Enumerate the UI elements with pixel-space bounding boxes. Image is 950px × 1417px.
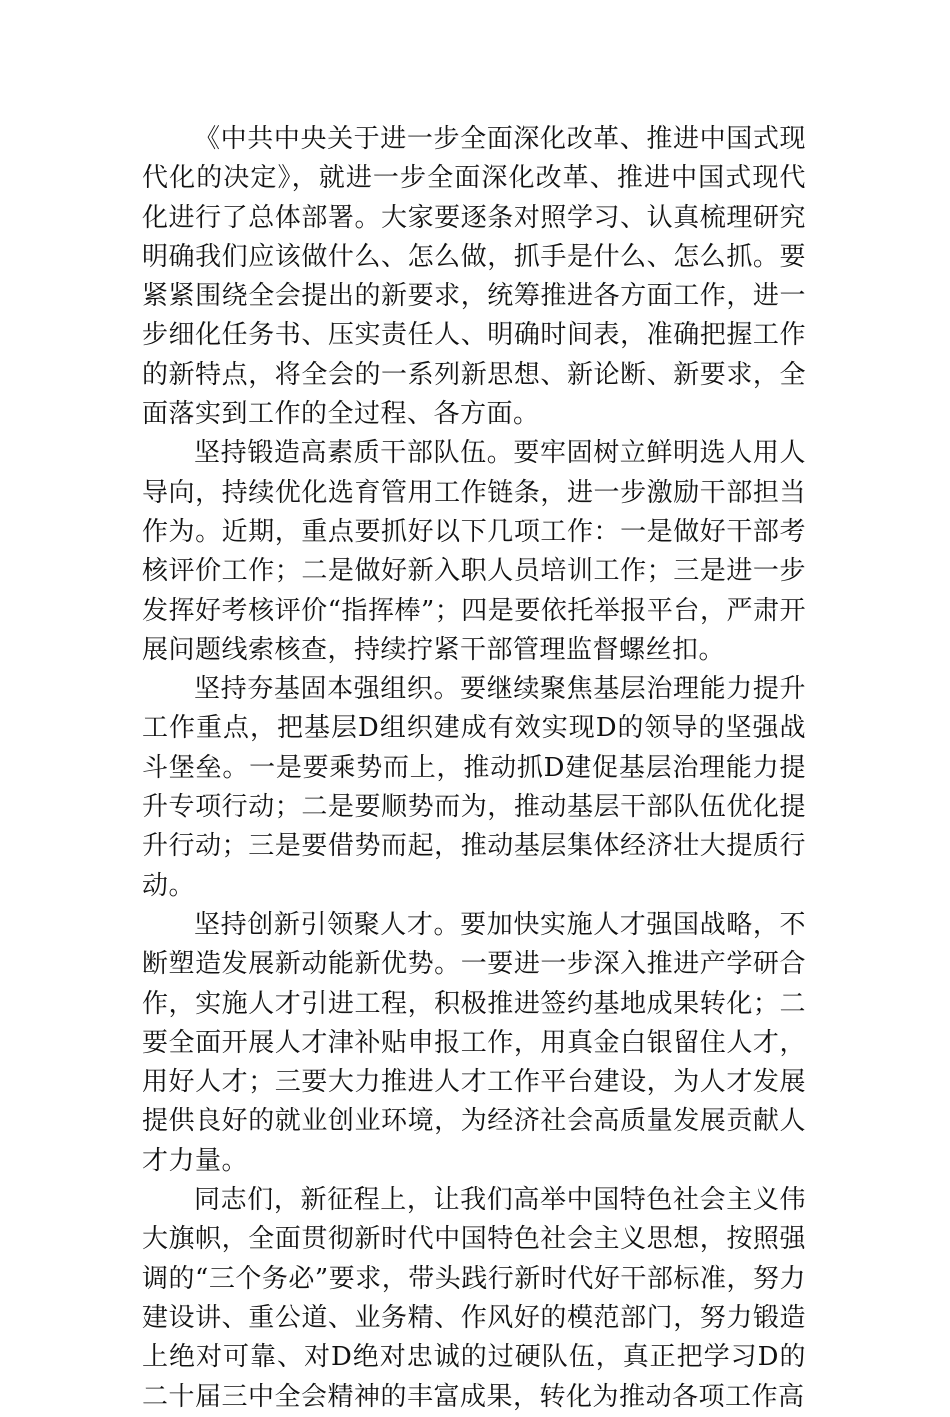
paragraph-decision-study: 《中共中央关于进一步全面深化改革、推进中国式现代化的决定》，就进一步全面深化改革、推进中国式现代化进行了总体部署。大家要逐条对照学习、认真梳理研究明确我们应该做什么、怎么做，抓手是什么、怎么抓。要紧紧围绕全会提出的新要求，统筹推进各方面工作，进一步细化任务书、压实责任人、明确时间表，准确把握工作的新特点，将全会的一系列新思想、新论断、新要求，全面落实到工作的全过程、各方面。 — [142, 124, 806, 430]
paragraph-closing: 同志们，新征程上，让我们高举中国特色社会主义伟大旗帜，全面贯彻新时代中国特色社会主义思想，按照强调的“三个务必”要求，带头践行新时代好干部标准，努力建设讲、重公道、业务精、作风好的模范部门，努力锻造上绝对可靠、对D绝对忠诚的过硬队伍，真正把学习D的二十届三中全会精神的丰富成果，转化为推动各项工作高 — [142, 1185, 806, 1412]
paragraph-talent-innovation: 坚持创新引领聚人才。要加快实施人才强国战略，不断塑造发展新动能新优势。一要进一步深入推进产学研合作，实施人才引进工程，积极推进签约基地成果转化；二要全面开展人才津补贴申报工作，用真金白银留住人才，用好人才；三要大力推进人才工作平台建设，为人才发展提供良好的就业创业环境，为经济社会高质量发展贡献人才力量。 — [142, 909, 806, 1176]
paragraph-cadre-team: 坚持锻造高素质干部队伍。要牢固树立鲜明选人用人导向，持续优化选育管用工作链条，进一步激励干部担当作为。近期，重点要抓好以下几项工作：一是做好干部考核评价工作；二是做好新入职人员培训工作；三是进一步发挥好考核评价“指挥棒”；四是要依托举报平台，严肃开展问题线索核查，持续拧紧干部管理监督螺丝扣。 — [142, 438, 806, 665]
body-text — [142, 120, 806, 1417]
paragraph-grassroots-organization: 坚持夯基固本强组织。要继续聚焦基层治理能力提升工作重点，把基层D组织建成有效实现D的领导的坚强战斗堡垒。一是要乘势而上，推动抓D建促基层治理能力提升专项行动；二是要顺势而为，推动基层干部队伍优化提升行动；三是要借势而起，推动基层集体经济壮大提质行动。 — [142, 674, 806, 901]
